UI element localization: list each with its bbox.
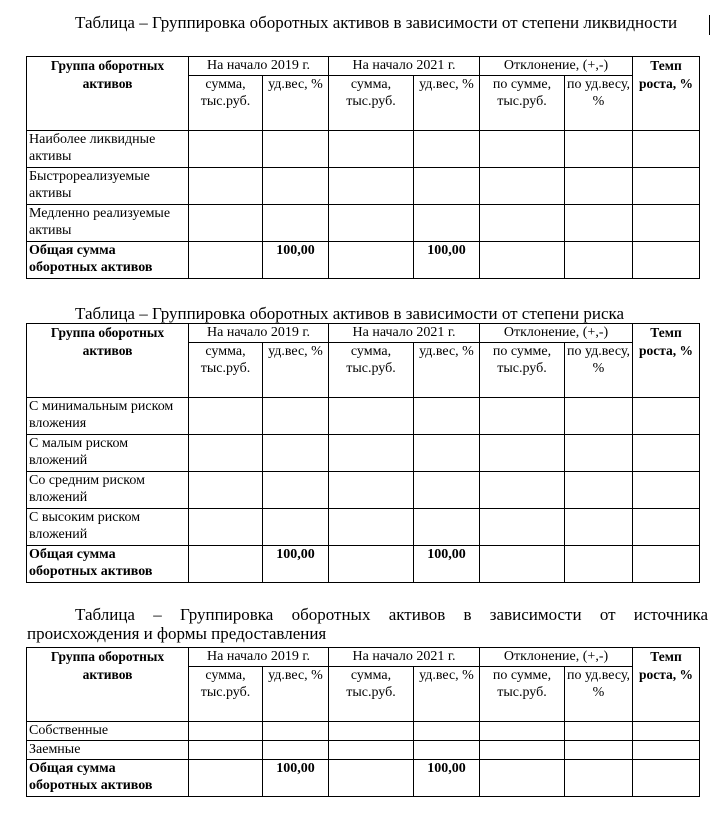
subheader-sum: сумма, тыс.руб. xyxy=(189,75,263,130)
header-group: Группа оборотных активов xyxy=(27,648,189,722)
subheader-share: уд.вес, % xyxy=(414,666,480,721)
header-growth: Темп роста, % xyxy=(633,324,700,398)
source-table xyxy=(26,647,700,797)
total-share-2019: 100,00 xyxy=(263,545,329,582)
risk-table xyxy=(26,323,700,583)
total-share-2021: 100,00 xyxy=(414,759,480,796)
liquidity-table xyxy=(26,56,700,279)
header-growth: Темп роста, % xyxy=(633,57,700,131)
table-row xyxy=(27,721,700,740)
header-deviation: Отклонение, (+,-) xyxy=(480,648,633,667)
total-share-2019: 100,00 xyxy=(263,241,329,278)
header-period-2021: На начало 2021 г. xyxy=(329,648,480,667)
total-row xyxy=(27,545,700,582)
subheader-dev-share: по уд.весу, % xyxy=(565,342,633,397)
subheader-dev-sum: по сумме, тыс.руб. xyxy=(480,75,565,130)
table-row xyxy=(27,434,700,471)
subheader-dev-share: по уд.весу, % xyxy=(565,75,633,130)
table-row xyxy=(27,471,700,508)
header-period-2019: На начало 2019 г. xyxy=(189,324,329,343)
header-deviation: Отклонение, (+,-) xyxy=(480,324,633,343)
row-label: Заемные xyxy=(27,740,189,759)
subheader-sum: сумма, тыс.руб. xyxy=(329,342,414,397)
total-row xyxy=(27,759,700,796)
subheader-share: уд.вес, % xyxy=(414,342,480,397)
total-share-2021: 100,00 xyxy=(414,241,480,278)
subheader-share: уд.вес, % xyxy=(414,75,480,130)
subheader-sum: сумма, тыс.руб. xyxy=(329,75,414,130)
table-row xyxy=(27,740,700,759)
header-deviation: Отклонение, (+,-) xyxy=(480,57,633,76)
row-label: Наиболее ликвидные активы xyxy=(27,130,189,167)
header-period-2021: На начало 2021 г. xyxy=(329,57,480,76)
header-group: Группа оборотных активов xyxy=(27,324,189,398)
table-row xyxy=(27,204,700,241)
subheader-share: уд.вес, % xyxy=(263,342,329,397)
table-row xyxy=(27,130,700,167)
total-share-2019: 100,00 xyxy=(263,759,329,796)
subheader-dev-sum: по сумме, тыс.руб. xyxy=(480,666,565,721)
subheader-dev-sum: по сумме, тыс.руб. xyxy=(480,342,565,397)
subheader-sum: сумма, тыс.руб. xyxy=(189,666,263,721)
row-label: Быстрореализуемые активы xyxy=(27,167,189,204)
text-cursor xyxy=(709,15,710,35)
header-growth: Темп роста, % xyxy=(633,648,700,722)
total-row xyxy=(27,241,700,278)
total-label: Общая сумма оборотных активов xyxy=(27,759,189,796)
subheader-sum: сумма, тыс.руб. xyxy=(189,342,263,397)
table-caption: Таблица – Группировка оборотных активов в зависимости от источника происхождения и формы предоставления xyxy=(27,605,708,643)
subheader-share: уд.вес, % xyxy=(263,75,329,130)
subheader-sum: сумма, тыс.руб. xyxy=(329,666,414,721)
header-period-2019: На начало 2019 г. xyxy=(189,648,329,667)
header-group: Группа оборотных активов xyxy=(27,57,189,131)
row-label: С высоким риском вложений xyxy=(27,508,189,545)
subheader-dev-share: по уд.весу, % xyxy=(565,666,633,721)
row-label: Собственные xyxy=(27,721,189,740)
total-share-2021: 100,00 xyxy=(414,545,480,582)
row-label: С малым риском вложений xyxy=(27,434,189,471)
total-label: Общая сумма оборотных активов xyxy=(27,241,189,278)
table-caption: Таблица – Группировка оборотных активов в зависимости от степени риска xyxy=(75,304,625,323)
table-row xyxy=(27,508,700,545)
row-label: Со средним риском вложений xyxy=(27,471,189,508)
header-period-2021: На начало 2021 г. xyxy=(329,324,480,343)
header-period-2019: На начало 2019 г. xyxy=(189,57,329,76)
table-row xyxy=(27,167,700,204)
subheader-share: уд.вес, % xyxy=(263,666,329,721)
row-label: Медленно реализуемые активы xyxy=(27,204,189,241)
table-caption: Таблица – Группировка оборотных активов в зависимости от степени ликвидности xyxy=(75,13,678,32)
total-label: Общая сумма оборотных активов xyxy=(27,545,189,582)
table-row xyxy=(27,397,700,434)
row-label: С минимальным риском вложения xyxy=(27,397,189,434)
